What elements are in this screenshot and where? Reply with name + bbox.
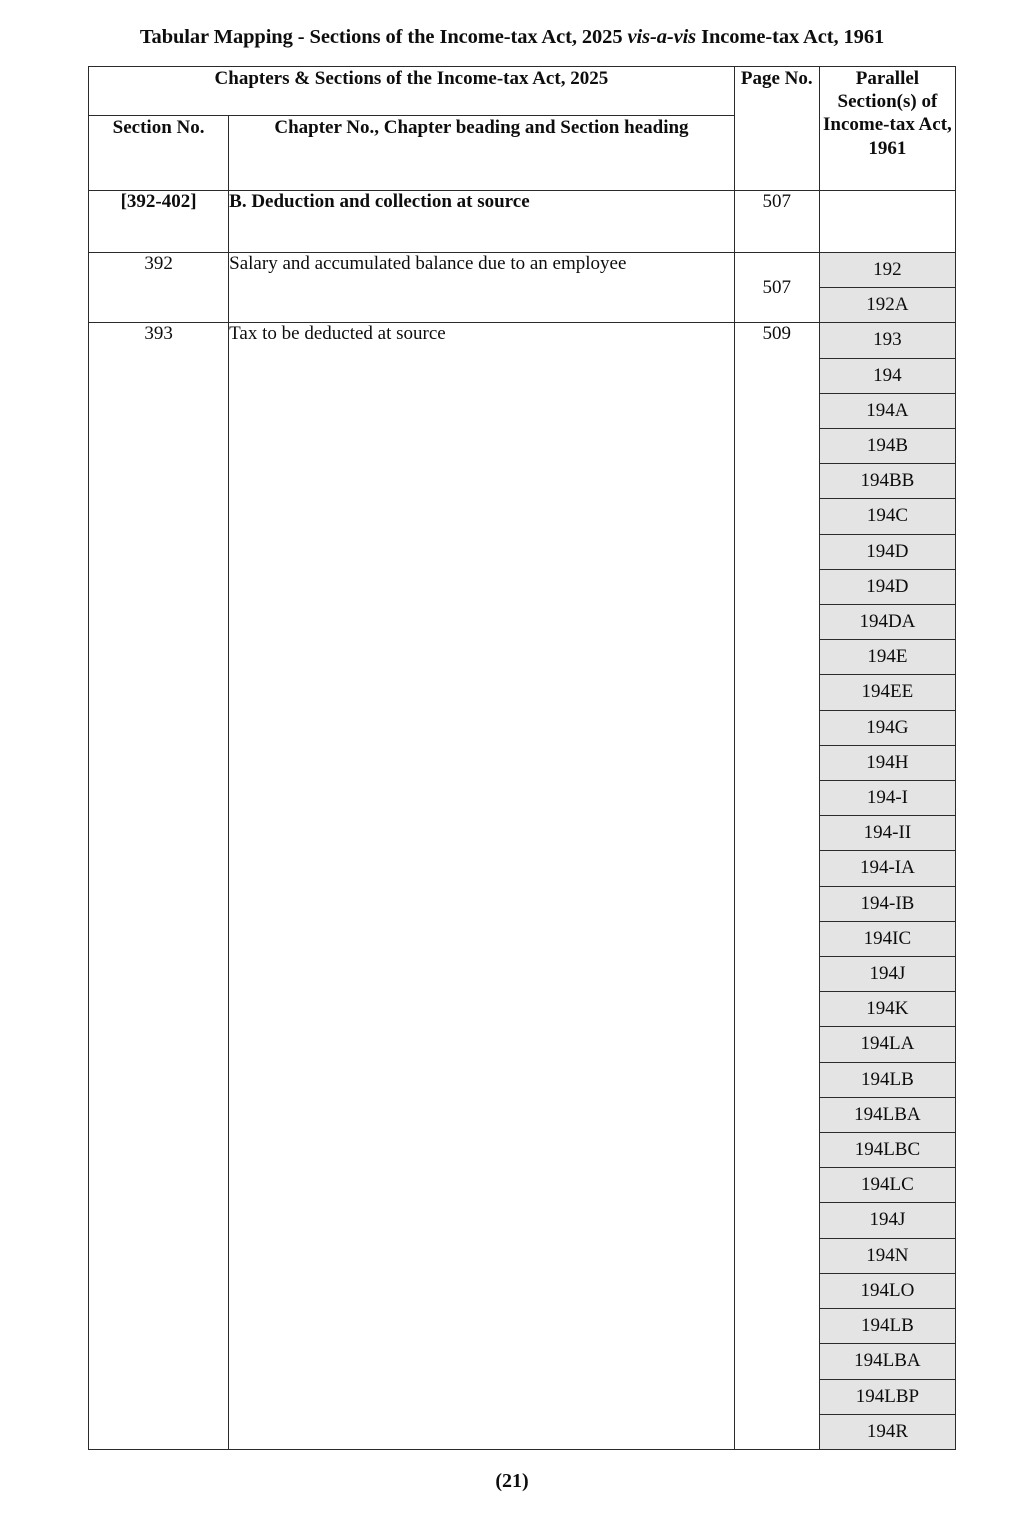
parallel-section-value: 192: [820, 253, 955, 288]
parallel-section-value: 194E: [820, 640, 955, 675]
list-item: [820, 675, 955, 710]
list-item: [820, 358, 955, 393]
parallel-section-value: 194-II: [820, 816, 955, 851]
cell-section-no: 392: [89, 253, 229, 323]
list-item: [820, 710, 955, 745]
list-item: [820, 1414, 955, 1449]
header-chapter-heading: Chapter No., Chapter beading and Section heading: [229, 116, 735, 191]
table-header: [89, 67, 956, 191]
list-item: [820, 1379, 955, 1414]
list-item: [820, 499, 955, 534]
cell-chapter-heading: Tax to be deducted at source: [229, 323, 735, 1450]
cell-page-no: 507: [734, 253, 819, 323]
list-item: [820, 816, 955, 851]
list-item: [820, 957, 955, 992]
parallel-section-value: 194H: [820, 745, 955, 780]
parallel-section-value: 194EE: [820, 675, 955, 710]
list-item: [820, 253, 955, 288]
page-title: [0, 26, 1024, 49]
cell-chapter-heading: B. Deduction and collection at source: [229, 191, 735, 253]
list-item: [820, 886, 955, 921]
parallel-section-value: 194D: [820, 534, 955, 569]
parallel-section-value: 194: [820, 358, 955, 393]
parallel-section-value: 194LB: [820, 1062, 955, 1097]
list-item: [820, 745, 955, 780]
parallel-section-value: 194G: [820, 710, 955, 745]
parallel-section-value: 194LBC: [820, 1133, 955, 1168]
list-item: [820, 605, 955, 640]
parallel-section-value: 194LA: [820, 1027, 955, 1062]
parallel-section-value: 194LC: [820, 1168, 955, 1203]
list-item: [820, 393, 955, 428]
list-item: [820, 288, 955, 323]
list-item: [820, 1168, 955, 1203]
list-item: [820, 640, 955, 675]
header-section-no: Section No.: [89, 116, 229, 191]
cell-section-no: 393: [89, 323, 229, 1450]
parallel-section-value: 194LBA: [820, 1097, 955, 1132]
parallel-section-value: 194C: [820, 499, 955, 534]
list-item: [820, 781, 955, 816]
parallel-section-value: 194A: [820, 393, 955, 428]
parallel-section-value: 194N: [820, 1238, 955, 1273]
header-group-chapters-sections: Chapters & Sections of the Income-tax Act, 2025: [89, 67, 735, 116]
parallel-section-value: 194LBA: [820, 1344, 955, 1379]
page-title-before: Tabular Mapping - Sections of the Income-tax Act, 2025: [139, 26, 628, 48]
header-row-top: [89, 67, 956, 116]
cell-parallel-sections-empty: [819, 191, 955, 253]
parallel-section-value: 194-IB: [820, 886, 955, 921]
table-row: [89, 191, 956, 253]
list-item: [820, 851, 955, 886]
page-title-after: Income-tax Act, 1961: [696, 26, 885, 48]
cell-parallel-sections: [819, 253, 955, 323]
parallel-section-value: 194R: [820, 1414, 955, 1449]
parallel-section-value: 194LB: [820, 1309, 955, 1344]
parallel-section-value: 194B: [820, 429, 955, 464]
table-body: [89, 191, 956, 1450]
list-item: [820, 921, 955, 956]
page-number-footer: (21): [495, 1470, 529, 1492]
header-parallel-sections: Parallel Section(s) of Income-tax Act, 1961: [819, 67, 955, 191]
list-item: [820, 429, 955, 464]
list-item: [820, 1238, 955, 1273]
parallel-section-value: 194LO: [820, 1273, 955, 1308]
parallel-section-value: 192A: [820, 288, 955, 323]
parallel-section-value: 193: [820, 323, 955, 358]
list-item: [820, 1344, 955, 1379]
parallel-section-value: 194LBP: [820, 1379, 955, 1414]
cell-section-no: [392-402]: [89, 191, 229, 253]
cell-chapter-heading: Salary and accumulated balance due to an employee: [229, 253, 735, 323]
mapping-table: [88, 66, 956, 1450]
parallel-section-value: 194D: [820, 569, 955, 604]
header-page-no: Page No.: [734, 67, 819, 191]
parallel-section-value: 194DA: [820, 605, 955, 640]
list-item: [820, 1309, 955, 1344]
parallel-section-value: 194IC: [820, 921, 955, 956]
cell-parallel-sections: [819, 323, 955, 1450]
parallel-section-value: 194J: [820, 957, 955, 992]
list-item: [820, 569, 955, 604]
list-item: [820, 1097, 955, 1132]
parallel-section-value: 194-I: [820, 781, 955, 816]
list-item: [820, 992, 955, 1027]
parallel-section-value: 194K: [820, 992, 955, 1027]
cell-page-no: 509: [734, 323, 819, 1450]
parallel-section-list: [820, 323, 955, 1449]
parallel-section-value: 194J: [820, 1203, 955, 1238]
list-item: [820, 323, 955, 358]
list-item: [820, 534, 955, 569]
table-row: [89, 253, 956, 323]
page-title-italic: vis-a-vis: [627, 26, 697, 48]
list-item: [820, 1203, 955, 1238]
cell-page-no: 507: [734, 191, 819, 253]
table-row: [89, 323, 956, 1450]
list-item: [820, 1273, 955, 1308]
list-item: [820, 464, 955, 499]
parallel-section-list: [820, 253, 955, 322]
list-item: [820, 1027, 955, 1062]
parallel-section-value: 194BB: [820, 464, 955, 499]
list-item: [820, 1062, 955, 1097]
parallel-section-value: 194-IA: [820, 851, 955, 886]
list-item: [820, 1133, 955, 1168]
